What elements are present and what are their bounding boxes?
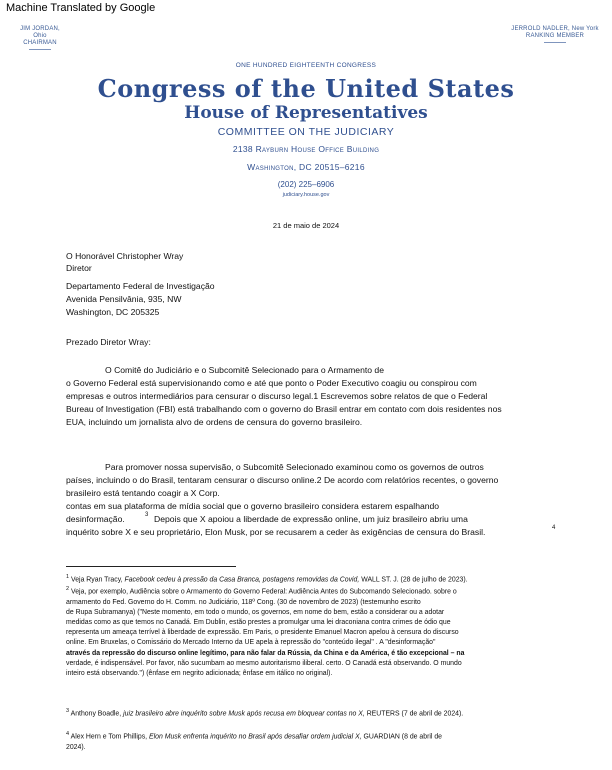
chairman-block [18, 26, 62, 50]
paragraph1-line: Bureau of Investigation (FBI) está trabalhando com o governo do Brasil entrar em contato com dois residentes nos [66, 404, 502, 414]
footnote-number: 3 [66, 708, 70, 714]
footnote-ref-4: 4 [552, 525, 556, 531]
footnote-text: REUTERS (7 de abril de 2024). [364, 710, 464, 718]
footnote-text: Alex Hern e Tom Phillips, [70, 733, 149, 741]
paragraph2-line: países, incluindo o do Brasil, tentaram censurar o discurso online.2 De acordo com relatórios recentes, o governo [66, 475, 499, 485]
congress-number: ONE HUNDRED EIGHTEENTH CONGRESS [235, 62, 377, 69]
paragraph1-line: empresas e outros intermediários para censurar o discurso legal.1 Escrevemos sobre relatos de que o Federal [66, 391, 488, 401]
ranking-title: RANKING MEMBER [525, 33, 585, 39]
website: judiciary.house.gov [282, 192, 330, 198]
footnote-line: de Rupa Subramanya) ("Neste momento, em todo o mundo, os governos, em nome do bem, estão a considerar ou a adotar [66, 608, 445, 616]
footnote-title: Elon Musk enfrenta inquérito no Brasil após desafiar ordem judicial X, [149, 733, 362, 741]
footnote-2 [66, 584, 556, 679]
footnote-3 [66, 706, 556, 720]
footnote-line: 2024). [66, 743, 86, 751]
recipient-org: Departamento Federal de Investigação [66, 281, 215, 291]
chairman-divider [29, 49, 51, 50]
salutation: Prezado Diretor Wray: [66, 337, 151, 347]
footnote-title: Facebook cedeu à pressão da Casa Branca, postagens removidas da Covid, [124, 576, 360, 584]
footnote-line: online. Em Bruxelas, o Comissário do Mercado Interno da UE apela à repressão do "conteúdo ilegal" . A "desinformação" [66, 639, 436, 647]
paragraph2-line: Para promover nossa supervisão, o Subcomitê Selecionado examinou como os governos de outros [105, 462, 484, 472]
footnote-number: 2 [66, 586, 70, 592]
footnote-text: WALL ST. J. (28 de julho de 2023). [359, 576, 468, 584]
paragraph2-line: inquérito sobre X e seu proprietário, Elon Musk, por se recusarem a ceder às exigências de censura do Brasil. [66, 527, 486, 537]
recipient-name: O Honorável Christopher Wray [66, 251, 184, 261]
paragraph2-line: brasileiro está tentando coagir a X Corp. [66, 488, 220, 498]
footnote-ref-3: 3 [145, 512, 149, 518]
recipient-title: Diretor [66, 263, 92, 273]
footnote-text: Anthony Boadle, [70, 710, 124, 718]
letter-date: 21 de maio de 2024 [272, 221, 340, 230]
address-line-2: Washington, DC 20515–6216 [247, 162, 365, 172]
footnote-text: GUARDIAN (8 de abril de [361, 733, 442, 741]
footnote-4 [66, 729, 556, 753]
paragraph1-line: o Governo Federal está supervisionando como e até que ponto o Poder Executivo coagiu ou conspirou com [66, 378, 477, 388]
paragraph1-line: EUA, incluindo um jornalista alvo de ordens de censura do governo brasileiro. [66, 417, 363, 427]
chairman-name: JIM JORDAN, Ohio [20, 26, 60, 39]
ranking-name: JERROLD NADLER, New York [511, 26, 599, 32]
house-title: House of Representatives [184, 103, 428, 123]
recipient-street: Avenida Pensilvânia, 935, NW [66, 294, 182, 304]
paragraph2-line: contas em sua plataforma de mídia social que o governo brasileiro considera estarem espalhando [66, 501, 440, 511]
address-line-1: 2138 Rayburn House Office Building [232, 144, 380, 154]
machine-translated-banner: Machine Translated by Google [6, 2, 156, 14]
footnote-line: através da repressão do discurso online legítimo, para não falar da Rússia, da China e da América, é tão excepcional – na [66, 649, 465, 657]
ranking-member-block [505, 26, 605, 43]
footnote-number: 1 [66, 574, 70, 580]
footnote-line: inteiro está observando.") (ênfase em negrito adicionada; ênfase em itálico no original). [66, 669, 333, 677]
footnote-title: juiz brasileiro abre inquérito sobre Musk após recusa em bloquear contas no X, [123, 710, 365, 718]
footnote-line: verdade, é indispensável. Por favor, não sucumbam ao mesmo autoritarismo iliberal. certo. O Canadá está observando. O mundo [66, 659, 462, 667]
footnote-line: medidas como as que temos no Canadá. Em Dublin, estão prestes a promulgar uma lei draconiana contra crimes de ódio que [66, 618, 451, 626]
committee-name: COMMITTEE ON THE JUDICIARY [217, 126, 395, 138]
footnote-line: armamento do Fed. Governo do H. Comm. no Judiciário, 118º Cong. (30 de novembro de 2023) (testemunho escrito [66, 598, 421, 606]
congress-title: Congress of the United States [97, 74, 515, 103]
footnote-line: representa um ameaça terrível à liberdade de expressão. Em Paris, o presidente Emanuel Macron apelou à censura do discurso [66, 629, 459, 637]
chairman-title: CHAIRMAN [23, 40, 57, 46]
paragraph2-line: desinformação. [66, 514, 125, 524]
ranking-divider [544, 42, 566, 43]
footnote-number: 4 [66, 731, 70, 737]
footnote-text: Veja Ryan Tracy, [70, 576, 125, 584]
phone-number: (202) 225–6906 [277, 180, 335, 189]
paragraph1-line: O Comitê do Judiciário e o Subcomitê Selecionado para o Armamento de [105, 365, 384, 375]
paragraph2-line: Depois que X apoiou a liberdade de expressão online, um juiz brasileiro abriu uma [154, 514, 468, 524]
footnote-separator [66, 566, 236, 567]
recipient-city: Washington, DC 205325 [66, 307, 160, 317]
footnote-line: Veja, por exemplo, Audiência sobre o Armamento do Governo Federal: Audiência Antes do Subcomando Selecionado. sobre o [70, 588, 457, 596]
